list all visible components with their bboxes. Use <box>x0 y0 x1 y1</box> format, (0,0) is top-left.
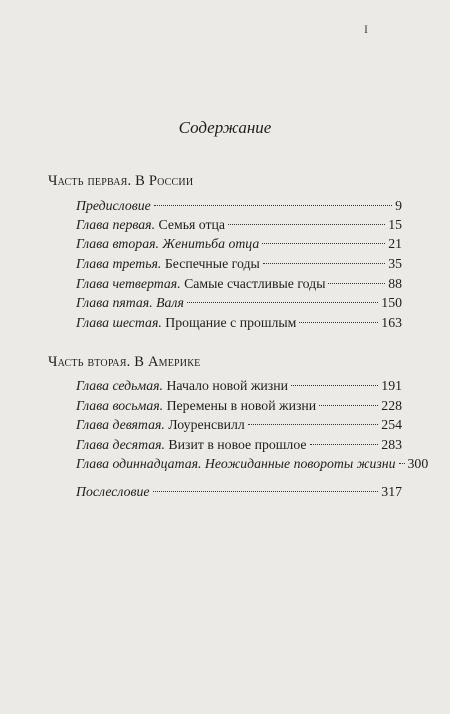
dot-leader <box>299 322 378 323</box>
dot-leader <box>228 224 385 225</box>
chapter-label: Глава одиннадцатая. <box>76 456 202 471</box>
page-ref: 163 <box>381 315 402 330</box>
chapter-label: Глава шестая. <box>76 315 162 330</box>
toc-entry <box>76 377 402 395</box>
dot-leader <box>291 385 378 386</box>
toc-entry <box>76 397 402 415</box>
chapter-subtitle: Женитьба отца <box>162 236 260 251</box>
chapter-subtitle: Семья отца <box>158 217 226 232</box>
chapter-subtitle: Неожиданные повороты жизни <box>204 456 396 471</box>
chapter-subtitle: Валя <box>156 295 184 310</box>
page-ref: 191 <box>381 378 402 393</box>
toc-entry <box>76 455 429 473</box>
chapter-label: Предисловие <box>76 198 151 213</box>
chapter-label: Глава седьмая. <box>76 378 163 393</box>
chapter-subtitle: Визит в новое прошлое <box>168 437 307 452</box>
chapter-label: Глава вторая. <box>76 236 159 251</box>
dot-leader <box>319 405 378 406</box>
toc-title: Содержание <box>178 118 272 137</box>
dot-leader <box>153 491 379 492</box>
chapter-label: Глава девятая. <box>76 417 165 432</box>
page-number: I <box>364 22 368 36</box>
toc-entry <box>76 416 402 434</box>
dot-leader <box>399 463 405 464</box>
page-ref: 88 <box>388 276 402 291</box>
toc-entry <box>76 235 402 253</box>
chapter-label: Глава третья. <box>76 256 162 271</box>
toc-entry <box>76 314 402 332</box>
part-heading: Часть вторая. В Америке <box>48 354 201 370</box>
dot-leader <box>187 302 378 303</box>
toc-entry <box>76 197 402 215</box>
dot-leader <box>154 205 392 206</box>
chapter-subtitle: Начало новой жизни <box>166 378 288 393</box>
chapter-label: Глава четвертая. <box>76 276 181 291</box>
page-ref: 9 <box>395 198 402 213</box>
page-ref: 150 <box>381 295 402 310</box>
toc-entry <box>76 216 402 234</box>
page-ref: 283 <box>381 437 402 452</box>
page-ref: 35 <box>388 256 402 271</box>
chapter-subtitle: Прощание с прошлым <box>165 315 297 330</box>
part-heading: Часть первая. В России <box>48 173 194 189</box>
chapter-label: Послесловие <box>76 484 150 499</box>
chapter-label: Глава десятая. <box>76 437 165 452</box>
dot-leader <box>263 263 385 264</box>
chapter-label: Глава пятая. <box>76 295 153 310</box>
page-ref: 254 <box>381 417 402 432</box>
chapter-subtitle: Самые счастливые годы <box>184 276 326 291</box>
dot-leader <box>310 444 379 445</box>
page-ref: 15 <box>388 217 402 232</box>
chapter-subtitle: Лоуренсвилл <box>168 417 245 432</box>
page-ref: 300 <box>407 456 429 471</box>
toc-entry <box>76 483 402 501</box>
toc-entry <box>76 255 402 273</box>
page-ref: 317 <box>381 484 402 499</box>
dot-leader <box>262 243 385 244</box>
toc-entry <box>76 294 402 312</box>
chapter-label: Глава первая. <box>76 217 156 232</box>
chapter-subtitle: Беспечные годы <box>164 256 260 271</box>
page-ref: 228 <box>381 398 402 413</box>
dot-leader <box>248 424 379 425</box>
toc-entry <box>76 275 402 293</box>
dot-leader <box>328 283 385 284</box>
chapter-subtitle: Перемены в новой жизни <box>166 398 317 413</box>
page-ref: 21 <box>388 236 402 251</box>
toc-entry <box>76 436 402 454</box>
chapter-label: Глава восьмая. <box>76 398 164 413</box>
